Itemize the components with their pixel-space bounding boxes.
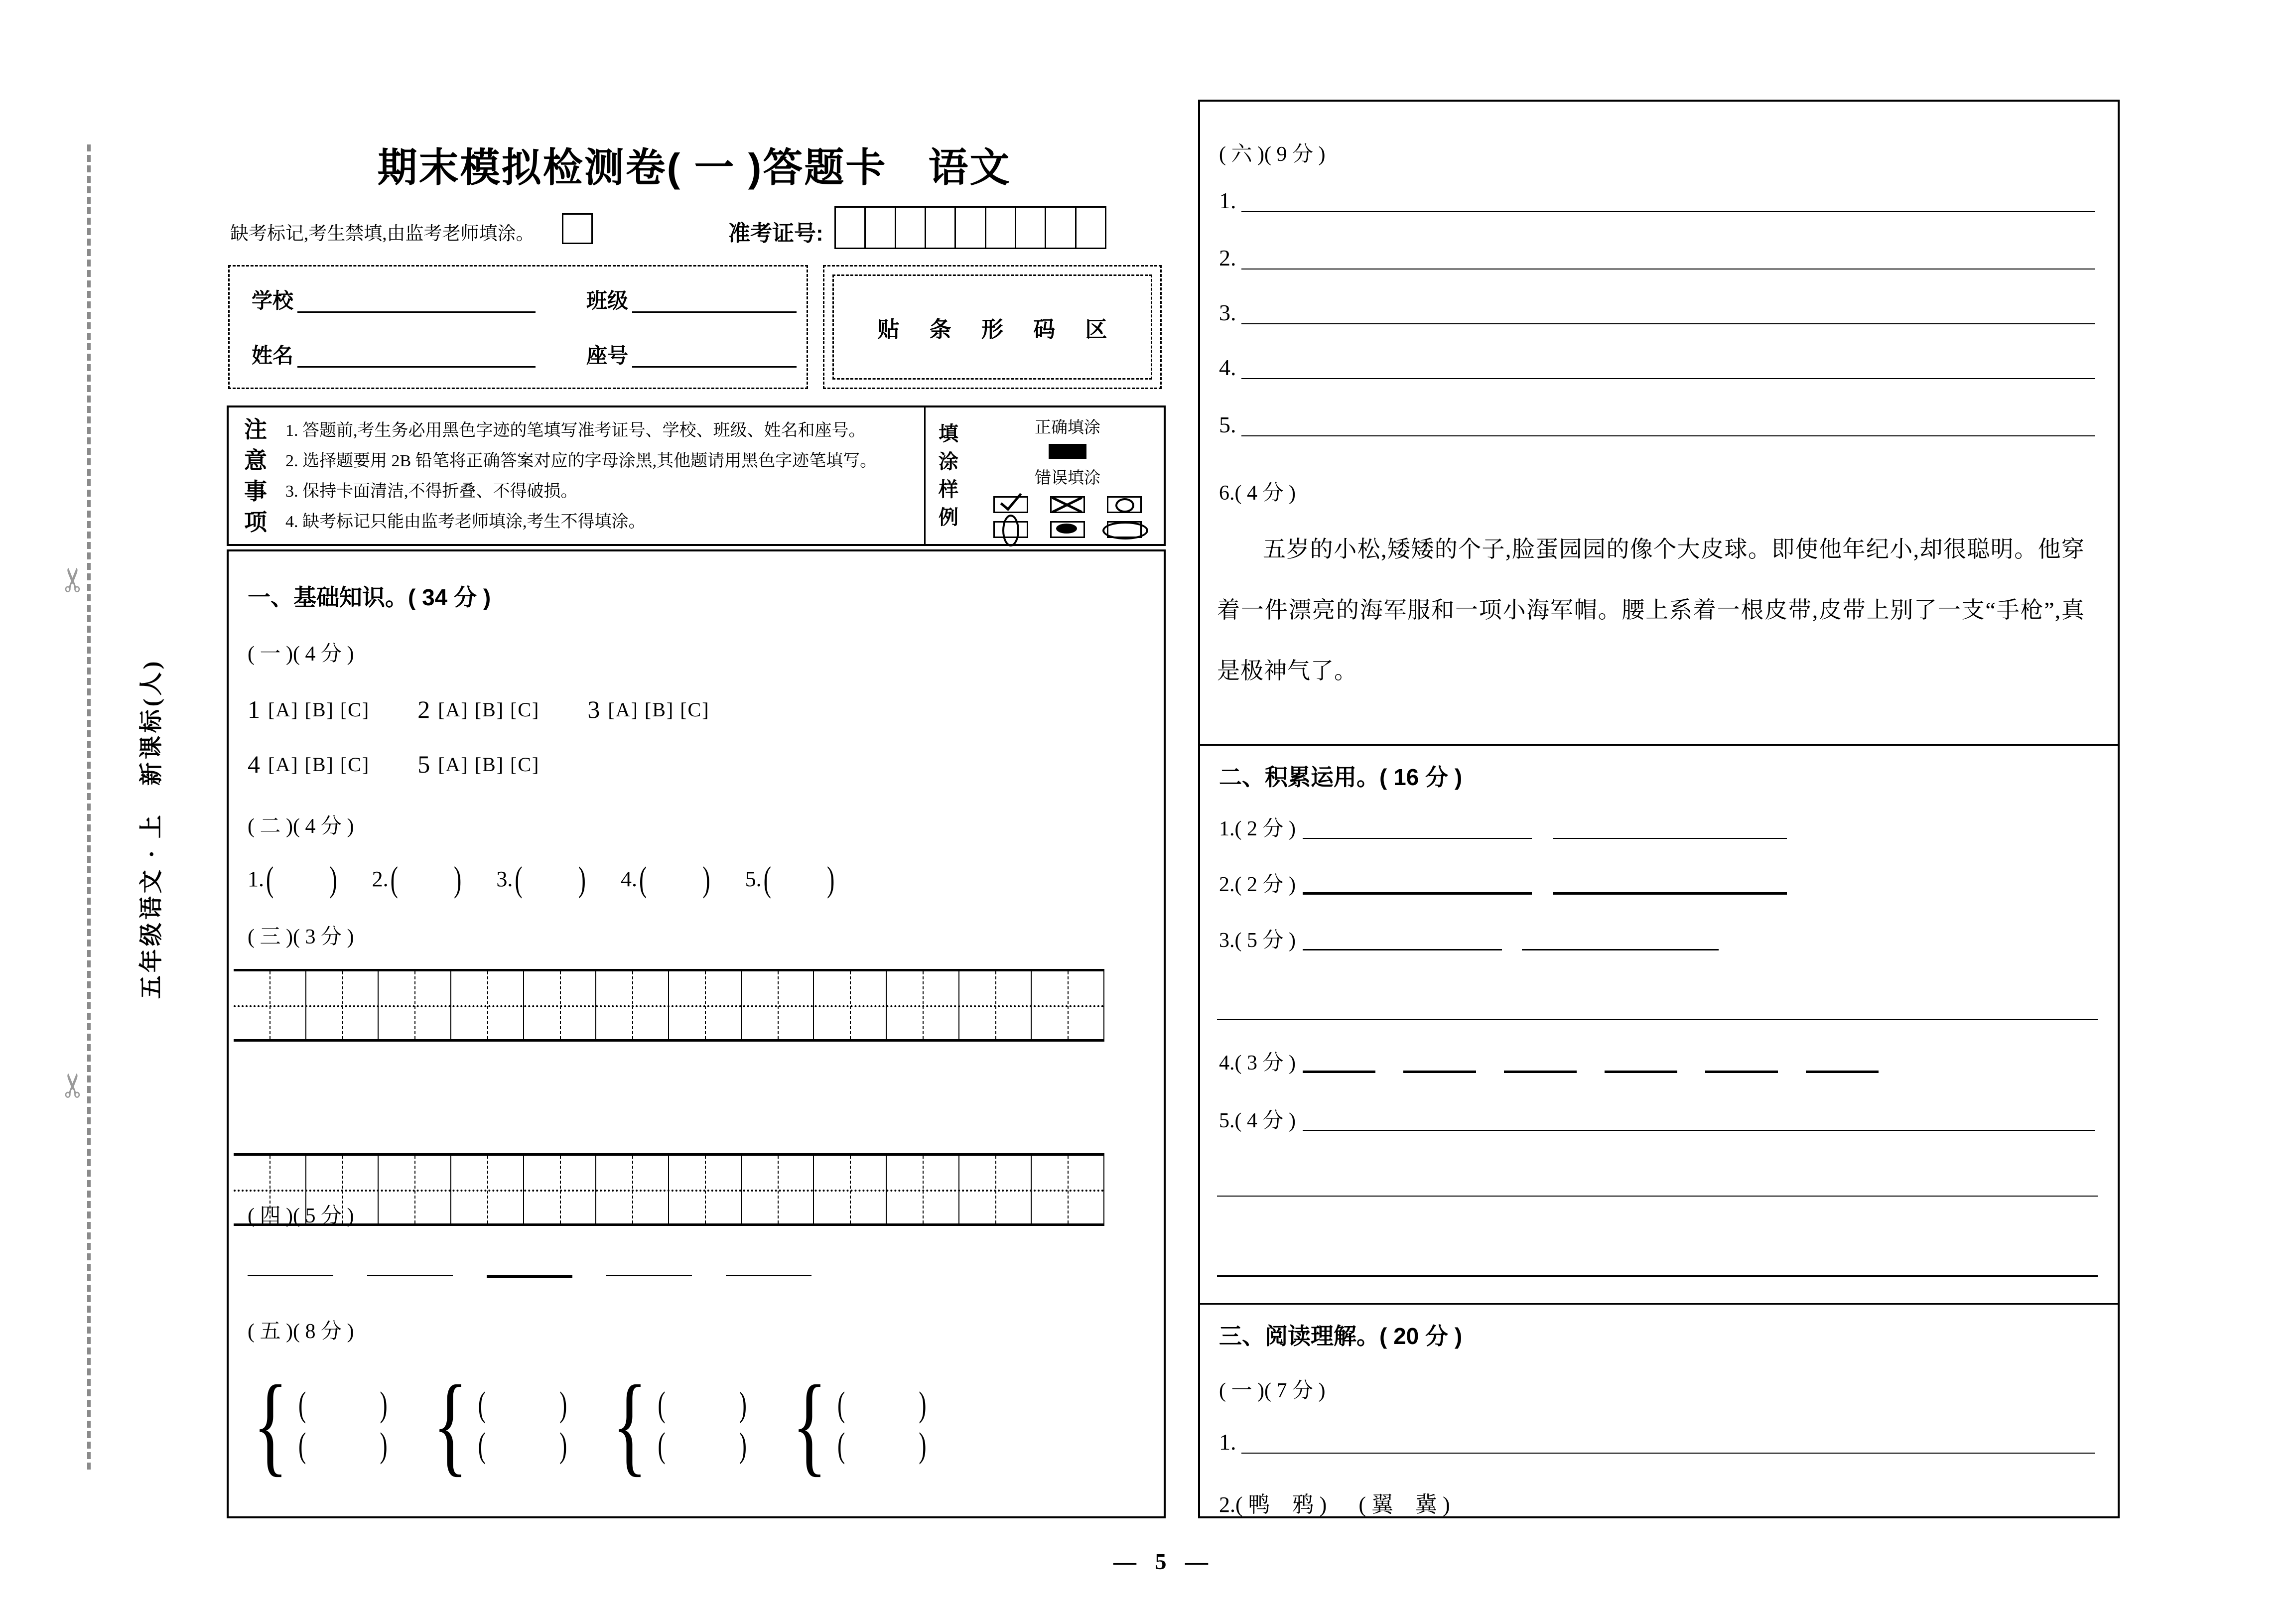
cross-glyph (1052, 498, 1083, 512)
line-number: 4. (1219, 355, 1236, 380)
open-paren: ( (763, 859, 771, 899)
open-paren: ( (639, 859, 647, 899)
paren-fill-item (620, 859, 710, 899)
option-bubble-B[interactable]: [B] (304, 753, 334, 776)
scissors-icon: ✂ (55, 1072, 92, 1099)
part2-label: ( 二 )( 4 分 ) (248, 815, 354, 838)
filled-oval-glyph (1056, 524, 1077, 534)
item-label: 5.( 4 分 ) (1219, 1109, 1296, 1132)
brace-row-item (837, 1425, 927, 1465)
answer-row (1219, 925, 2095, 956)
brace-row-item (298, 1425, 388, 1465)
option-bubble-C[interactable]: [C] (340, 753, 370, 776)
exam-number-cell[interactable] (1016, 208, 1046, 248)
exam-number-cell[interactable] (866, 208, 896, 248)
answer-row (1219, 813, 2095, 845)
choice-item (248, 695, 376, 724)
word-blank[interactable] (606, 1275, 692, 1276)
option-bubble-B[interactable]: [B] (304, 698, 334, 721)
char-grid-row (234, 1153, 1104, 1226)
brace-glyph: { (612, 1362, 648, 1486)
close-paren: ) (578, 859, 586, 899)
paren-fill-row (248, 859, 835, 899)
student-info-box (228, 265, 808, 389)
answer-line-full[interactable] (1217, 1019, 2098, 1020)
close-paren: ) (739, 1425, 747, 1465)
choice-row (248, 750, 545, 779)
word-blank-bold[interactable] (1705, 1071, 1778, 1073)
wrong-sample-row (971, 496, 1164, 513)
cross-sample-icon (1050, 496, 1085, 513)
word-blank-bold[interactable] (1403, 1071, 1476, 1073)
option-bubble-A[interactable]: [A] (438, 753, 469, 776)
answer-blank[interactable] (647, 864, 702, 893)
notice-item: 3. 保持卡面清洁,不得折叠、不得破损。 (285, 482, 578, 501)
option-bubble-B[interactable]: [B] (474, 698, 505, 721)
answer-line[interactable] (1241, 1427, 2096, 1454)
paren-fill-item (248, 859, 337, 899)
wide-ellipse-glyph (1102, 522, 1148, 539)
brace-row-item (837, 1384, 927, 1424)
answer-line[interactable] (1522, 949, 1719, 950)
answer-blank[interactable] (771, 864, 827, 893)
answer-line-full[interactable] (1217, 1196, 2098, 1197)
answer-blank[interactable] (486, 1390, 559, 1418)
word-blank-bold[interactable] (487, 1275, 572, 1278)
paren-fill-item (372, 859, 462, 899)
cut-dashed-line (87, 144, 91, 1470)
char-pair[interactable]: ( 翼 冀 ) (1358, 1492, 1450, 1517)
part4-label: ( 四 )( 5 分 ) (248, 1205, 354, 1227)
close-paren: ) (919, 1425, 927, 1465)
brace-rows (837, 1384, 927, 1465)
class-label: 班级 (586, 289, 629, 312)
tall-ellipse-glyph (1002, 515, 1019, 546)
wide-ellipse-sample-icon (1107, 521, 1142, 538)
close-paren: ) (380, 1425, 388, 1465)
open-paren: ( (478, 1384, 486, 1424)
word-blank-row (248, 1275, 811, 1278)
answer-line[interactable] (1241, 243, 2096, 269)
close-paren: ) (559, 1425, 567, 1465)
answer-blank[interactable] (398, 864, 454, 893)
line-number: 2. (1219, 245, 1236, 270)
info-row (230, 339, 807, 374)
brace-group (244, 1362, 388, 1486)
exam-number-cell[interactable] (926, 208, 956, 248)
seat-field[interactable] (632, 339, 797, 368)
wrong-fill-label: 错误填涂 (1035, 469, 1100, 487)
brace-rows (298, 1384, 388, 1465)
answer-line[interactable] (1241, 185, 2096, 212)
answer-line-bold[interactable] (1553, 892, 1787, 895)
option-bubble-A[interactable]: [A] (608, 698, 639, 721)
option-bubble-A[interactable]: [A] (268, 753, 299, 776)
side-book-label: 五年级语文 · 上 新课标(人) (138, 658, 165, 999)
answer-line[interactable] (1303, 1130, 2095, 1131)
section-divider (1200, 1303, 2118, 1305)
info-row (230, 284, 807, 319)
fill-number: 3. (496, 866, 513, 891)
correct-fill-icon (1049, 444, 1086, 459)
option-bubble-A[interactable]: [A] (268, 698, 299, 721)
brace-group (783, 1362, 927, 1486)
answer-line[interactable] (1241, 409, 2096, 436)
sample-right (971, 407, 1164, 544)
answer-line[interactable] (1241, 352, 2096, 379)
section3-title: 三、阅读理解。( 20 分 ) (1219, 1323, 1463, 1349)
notice-item: 4. 缺考标记只能由监考老师填涂,考生不得填涂。 (285, 513, 646, 531)
word-blank[interactable] (248, 1275, 333, 1276)
word-blank[interactable] (726, 1275, 811, 1276)
char-pair[interactable]: ( 鸭 鸦 ) (1235, 1492, 1327, 1517)
notice-label-wrap (229, 407, 282, 544)
name-field[interactable] (297, 339, 536, 368)
part1-reading-label: ( 一 )( 7 分 ) (1219, 1379, 1326, 1402)
choice-item (417, 695, 545, 724)
right-answer-panel (1198, 100, 2120, 1518)
seat-label: 座号 (586, 344, 629, 367)
option-bubble-C[interactable]: [C] (510, 753, 540, 776)
answer-line-row (1219, 1427, 2095, 1458)
notice-items (282, 407, 924, 544)
answer-line-row (1219, 185, 2095, 216)
open-paren: ( (266, 859, 274, 899)
fill-sample-area (924, 407, 1164, 544)
fill-number: 5. (745, 866, 762, 891)
school-field[interactable] (297, 284, 536, 313)
filled-oval-sample-icon (1050, 521, 1085, 538)
choice-number: 1 (248, 695, 260, 723)
brace-group (423, 1362, 567, 1486)
answer-row (1219, 1105, 2095, 1137)
item-label: 1.( 2 分 ) (1219, 817, 1296, 840)
exam-number-cell[interactable] (956, 208, 986, 248)
word-blank-bold[interactable] (1504, 1071, 1577, 1073)
check-sample-icon (993, 496, 1028, 513)
answer-line-row (1219, 297, 2095, 328)
option-bubble-C[interactable]: [C] (510, 698, 540, 721)
brace-row-item (298, 1384, 388, 1424)
fill-number: 4. (620, 866, 637, 891)
paren-fill-item (745, 859, 835, 899)
open-paren: ( (658, 1384, 666, 1424)
paren-fill-item (496, 859, 586, 899)
answer-line[interactable] (1303, 949, 1502, 950)
grid-dotted-midline (234, 1190, 1104, 1192)
choice-number: 5 (417, 750, 430, 778)
choice-item (417, 750, 545, 779)
answer-blank[interactable] (845, 1431, 919, 1459)
name-label: 姓名 (252, 344, 294, 367)
part6-label: ( 六 )( 9 分 ) (1219, 143, 1326, 166)
word-blank-bold[interactable] (1806, 1071, 1879, 1073)
brace-row-item (658, 1384, 747, 1424)
page-number: — 5 — (1113, 1549, 1208, 1574)
line-number: 3. (1219, 300, 1236, 325)
brace-rows (478, 1384, 567, 1465)
exam-number-cell[interactable] (1077, 208, 1105, 248)
section1-title: 一、基础知识。( 34 分 ) (248, 584, 491, 610)
option-bubble-C[interactable]: [C] (680, 698, 710, 721)
char-choice-row (1219, 1486, 1482, 1518)
part5-label: ( 五 )( 8 分 ) (248, 1320, 354, 1343)
answer-line[interactable] (1553, 838, 1787, 839)
item-label: 2. (1219, 1492, 1235, 1517)
open-paren: ( (298, 1384, 306, 1424)
wrong-sample-row (971, 521, 1164, 538)
item-label: 2.( 2 分 ) (1219, 873, 1296, 896)
brace-row-item (658, 1425, 747, 1465)
check-glyph (1000, 488, 1022, 511)
exam-number-cell[interactable] (896, 208, 926, 248)
word-blank-bold[interactable] (1303, 1071, 1375, 1073)
close-paren: ) (329, 859, 337, 899)
answer-row (1219, 1047, 2095, 1079)
choice-number: 4 (248, 750, 260, 778)
passage-text: 五岁的小松,矮矮的个子,脸蛋园园的像个大皮球。即使他年纪小,却很聪明。他穿着一件漂亮的海军服和一项小海军帽。腰上系着一根皮带,皮带上别了一支“手枪”,真是极神气了。 (1217, 537, 2085, 683)
brace-glyph: { (432, 1362, 468, 1486)
answer-blank[interactable] (306, 1431, 380, 1459)
brace-row-item (478, 1384, 567, 1424)
open-paren: ( (390, 859, 398, 899)
brace-row-item (478, 1425, 567, 1465)
exam-number-cell[interactable] (836, 208, 866, 248)
choice-number: 3 (587, 695, 600, 723)
brace-rows (658, 1384, 747, 1465)
barcode-area-label: 贴 条 形 码 区 (832, 274, 1152, 380)
part3-label: ( 三 )( 3 分 ) (248, 926, 354, 948)
open-paren: ( (478, 1425, 486, 1465)
option-bubble-A[interactable]: [A] (438, 698, 469, 721)
answer-line-bold[interactable] (1303, 892, 1532, 895)
open-paren: ( (837, 1425, 845, 1465)
section-divider (1200, 744, 2118, 746)
choice-item (248, 750, 376, 779)
item-label: 4.( 3 分 ) (1219, 1052, 1296, 1075)
choice-row (248, 695, 716, 724)
item-label: 3.( 5 分 ) (1219, 929, 1296, 952)
line-number: 5. (1219, 412, 1236, 437)
exam-number-label: 准考证号: (728, 221, 823, 246)
notice-box (227, 405, 1166, 546)
item6-label: 6.( 4 分 ) (1219, 482, 1296, 505)
brace-glyph: { (792, 1362, 827, 1486)
open-paren: ( (837, 1384, 845, 1424)
fill-number: 1. (248, 866, 264, 891)
exam-number-cell[interactable] (1046, 208, 1076, 248)
answer-line-row (1219, 352, 2095, 383)
answer-line[interactable] (1241, 297, 2096, 324)
absent-mark-box[interactable] (562, 213, 593, 244)
page-title: 期末模拟检测卷( 一 )答题卡 语文 (377, 145, 1011, 190)
circle-glyph (1115, 498, 1134, 513)
line-number: 1. (1219, 1429, 1236, 1455)
word-blank-bold[interactable] (1605, 1071, 1677, 1073)
fill-number: 2. (372, 866, 389, 891)
char-grid-row (234, 969, 1104, 1042)
part1-label: ( 一 )( 4 分 ) (248, 643, 354, 666)
close-paren: ) (702, 859, 710, 899)
line-number: 1. (1219, 188, 1236, 213)
close-paren: ) (739, 1384, 747, 1424)
answer-blank[interactable] (666, 1431, 739, 1459)
choice-item (587, 695, 715, 724)
open-paren: ( (658, 1425, 666, 1465)
answer-blank[interactable] (486, 1431, 559, 1459)
answer-blank[interactable] (845, 1390, 919, 1418)
answer-blank[interactable] (523, 864, 578, 893)
class-field[interactable] (632, 284, 797, 313)
answer-line[interactable] (1303, 838, 1532, 839)
tall-ellipse-sample-icon (993, 521, 1028, 538)
absent-mark-note: 缺考标记,考生禁填,由监考老师填涂。 (230, 224, 535, 244)
scissors-icon: ✂ (55, 566, 92, 594)
choice-number: 2 (417, 695, 430, 723)
answer-line-full[interactable] (1217, 1275, 2098, 1277)
grid-dotted-midline (234, 1005, 1104, 1007)
close-paren: ) (826, 859, 835, 899)
answer-blank[interactable] (273, 864, 329, 893)
brace-group-row (244, 1362, 927, 1486)
exam-number-cell[interactable] (986, 208, 1016, 248)
barcode-box (823, 265, 1162, 389)
notice-label: 注意事项 (244, 416, 267, 535)
close-paren: ) (380, 1384, 388, 1424)
option-bubble-B[interactable]: [B] (644, 698, 675, 721)
circle-sample-icon (1107, 496, 1142, 513)
open-paren: ( (298, 1425, 306, 1465)
exam-number-grid (834, 206, 1106, 249)
word-blank[interactable] (367, 1275, 453, 1276)
section2-title: 二、积累运用。( 16 分 ) (1219, 764, 1463, 790)
open-paren: ( (515, 859, 523, 899)
close-paren: ) (453, 859, 462, 899)
close-paren: ) (919, 1384, 927, 1424)
brace-glyph: { (253, 1362, 288, 1486)
school-label: 学校 (252, 289, 294, 312)
answer-blank[interactable] (306, 1390, 380, 1418)
answer-line-row (1219, 409, 2095, 440)
answer-line-row (1219, 243, 2095, 273)
close-paren: ) (559, 1384, 567, 1424)
answer-blank[interactable] (666, 1390, 739, 1418)
correct-fill-label: 正确填涂 (1035, 419, 1100, 437)
left-answer-panel (227, 549, 1166, 1518)
notice-item: 1. 答题前,考生务必用黑色字迹的笔填写准考证号、学校、班级、姓名和座号。 (285, 421, 866, 440)
sample-label-wrap (926, 407, 971, 544)
option-bubble-B[interactable]: [B] (474, 753, 505, 776)
option-bubble-C[interactable]: [C] (340, 698, 370, 721)
notice-item: 2. 选择题要用 2B 铅笔将正确答案对应的字母涂黑,其他题请用黑色字迹笔填写。 (285, 452, 877, 470)
answer-row (1219, 869, 2095, 901)
fill-sample-label: 填涂样例 (939, 423, 958, 529)
brace-group (603, 1362, 747, 1486)
